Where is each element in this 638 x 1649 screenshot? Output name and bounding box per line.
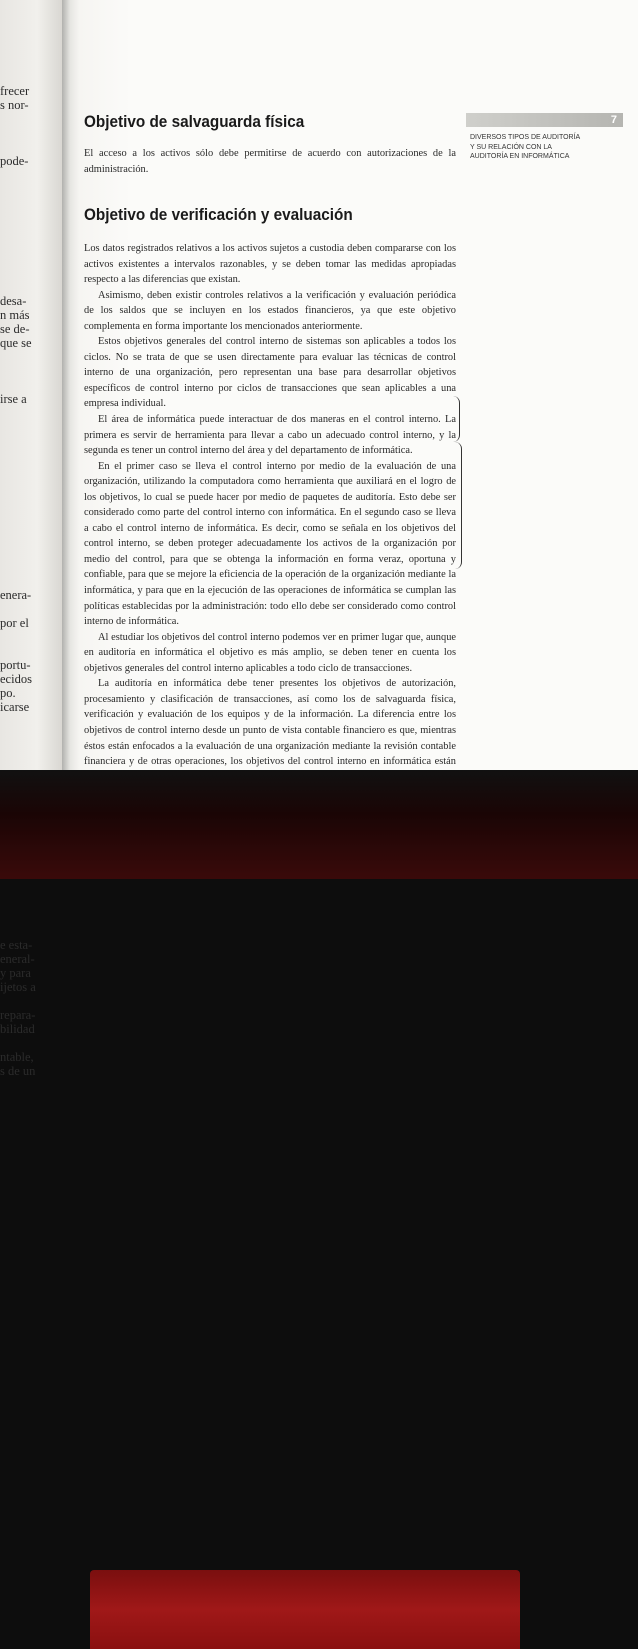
running-head: DIVERSOS TIPOS DE AUDITORÍA Y SU RELACIÓN CON LA AUDITORÍA EN INFORMÁTICA (470, 134, 580, 160)
facing-page-line: frecer (0, 84, 30, 98)
facing-page-line: eneral- (0, 952, 35, 966)
facing-page-line (0, 210, 60, 224)
facing-page-line (0, 126, 60, 140)
facing-page-line (0, 728, 60, 742)
section-heading-physical-safeguard: Objetivo de salvaguarda física (84, 112, 305, 131)
facing-page-line: ijetos a (0, 980, 36, 994)
facing-page-line (0, 462, 60, 476)
facing-page-line (0, 1036, 60, 1050)
facing-page-line (0, 434, 60, 448)
facing-page-line (0, 882, 60, 896)
facing-page-line (0, 896, 60, 910)
facing-page-line (0, 224, 60, 238)
dark-background (0, 770, 638, 879)
facing-page-line (0, 560, 60, 574)
facing-page-line: icarse (0, 700, 30, 714)
facing-page-line (0, 280, 60, 294)
facing-page-line: s nor- (0, 98, 29, 112)
facing-page-line (0, 448, 60, 462)
facing-page-line (0, 196, 60, 210)
section-body-verification (84, 241, 456, 785)
facing-page-line: ntable, (0, 1050, 34, 1064)
red-book-cover (90, 1570, 520, 1649)
facing-page-line (0, 756, 60, 770)
facing-page-line: s de un (0, 1064, 36, 1078)
facing-page-line: pode- (0, 154, 29, 168)
margin-brace-mark (455, 442, 462, 569)
paragraph: El área de informática puede interactuar de dos maneras en el control interno. La primera es servir de herramienta para llevar a cabo un adecuado control interno, y la segunda es tener un control interno del área y del departamento de informática. (84, 414, 456, 457)
facing-page-line (0, 476, 60, 490)
facing-page-line (0, 378, 60, 392)
facing-page-line (0, 504, 60, 518)
facing-page-line (0, 574, 60, 588)
facing-page-line (0, 532, 60, 546)
page-crease-shadow (62, 0, 70, 770)
paragraph: Estos objetivos generales del control interno de sistemas son aplicables a todos los ciclos. No se trata de que se usen directamente para evaluar las técnicas de control interno de una organización, pero representan una base para desarrollar objetivos específicos de control interno por ciclos de transacciones que sean aplicables a una empresa individual. (84, 336, 456, 410)
facing-page-line: que se (0, 336, 32, 350)
facing-page-line (0, 364, 60, 378)
facing-page-line (0, 742, 60, 756)
facing-page-line: por el (0, 616, 29, 630)
margin-brace-mark (453, 396, 460, 442)
facing-page-line: ecidos (0, 672, 32, 686)
facing-page-line (0, 546, 60, 560)
facing-page-line (0, 238, 60, 252)
facing-page-line (0, 490, 60, 504)
facing-page-line (0, 350, 60, 364)
facing-page-line (0, 910, 60, 924)
facing-page-line: se de- (0, 322, 30, 336)
page-header-bar (466, 113, 623, 127)
facing-page-line (0, 994, 60, 1008)
facing-page-line (0, 168, 60, 182)
section-heading-verification: Objetivo de verificación y evaluación (84, 205, 353, 224)
facing-page-line (0, 518, 60, 532)
facing-page-line: enera- (0, 588, 32, 602)
facing-page-line (0, 644, 60, 658)
facing-page-line (0, 252, 60, 266)
facing-page-line: e esta- (0, 938, 33, 952)
facing-page-line: y para (0, 966, 31, 980)
paragraph: La auditoría en informática debe tener presentes los objetivos de autorización, procesamiento y clasificación de transacciones, así como los de salvaguarda física, verificación y evaluación de los equipos y de la información. La diferencia entre los objetivos de control interno desde un punto de vista contable financiero es que, mientras éstos están enfocados a la evaluación de una organización mediante la revisión contable financiera y de otras operaciones, los objetivos del control interno en informática están (84, 678, 456, 768)
facing-page-text (0, 84, 60, 1078)
facing-page-line (0, 182, 60, 196)
facing-page (0, 0, 62, 1078)
facing-page-line: desa- (0, 294, 27, 308)
paragraph: Al estudiar los objetivos del control interno podemos ver en primer lugar que, aunque en auditoría en informática el objetivo es más amplio, se deben tener en cuenta los objetivos generales del control interno aplicables a todo ciclo de transacciones. (84, 631, 456, 674)
facing-page-line (0, 420, 60, 434)
paragraph: Asimismo, deben existir controles relativos a la verificación y evaluación periódica de los saldos que se incluyen en los estados financieros, ya que este objetivo complementa en forma importante los mencionados anteriormente. (84, 289, 456, 332)
facing-page-line (0, 112, 60, 126)
paragraph: Los datos registrados relativos a los activos sujetos a custodia deben compararse con los activos existentes a intervalos razonables, y se deben tomar las medidas apropiadas respecto a las diferencias que existan. (84, 243, 456, 286)
facing-page-line (0, 630, 60, 644)
facing-page-line: portu- (0, 658, 31, 672)
facing-page-line (0, 406, 60, 420)
section-body-physical-safeguard (84, 146, 456, 177)
facing-page-line: bilidad (0, 1022, 35, 1036)
facing-page-line (0, 266, 60, 280)
facing-page-line (0, 602, 60, 616)
facing-page-line: repara- (0, 1008, 36, 1022)
paragraph: En el primer caso se lleva el control interno por medio de la evaluación de una organización, utilizando la computadora como herramienta que auxiliará en el logro de los objetivos, lo cual se puede hacer por medio de paquetes de auditoría. Esto debe ser considerado como parte del control interno con informática. En el segundo caso se lleva a cabo el control interno de informática. Es decir, como se señala en los objetivos del control interno, se deben proteger adecuadamente los activos de la organización por medio del control, para que se obtenga la información en forma veraz, oportuna y confiable, para que se mejore la eficiencia de la operación de la organización mediante la informática, y para que en la ejecución de las operaciones de informática se cumplan las políticas establecidas por la administración: todo ello debe ser considerado como control interno de informática. (84, 460, 456, 628)
facing-page-line: irse a (0, 392, 27, 406)
page-number: 7 (610, 114, 617, 126)
facing-page-line (0, 924, 60, 938)
facing-page-line: po. (0, 686, 16, 700)
facing-page-line (0, 714, 60, 728)
facing-page-line: n más (0, 308, 30, 322)
facing-page-line (0, 140, 60, 154)
paragraph: El acceso a los activos sólo debe permitirse de acuerdo con autorizaciones de la administración. (84, 148, 456, 175)
